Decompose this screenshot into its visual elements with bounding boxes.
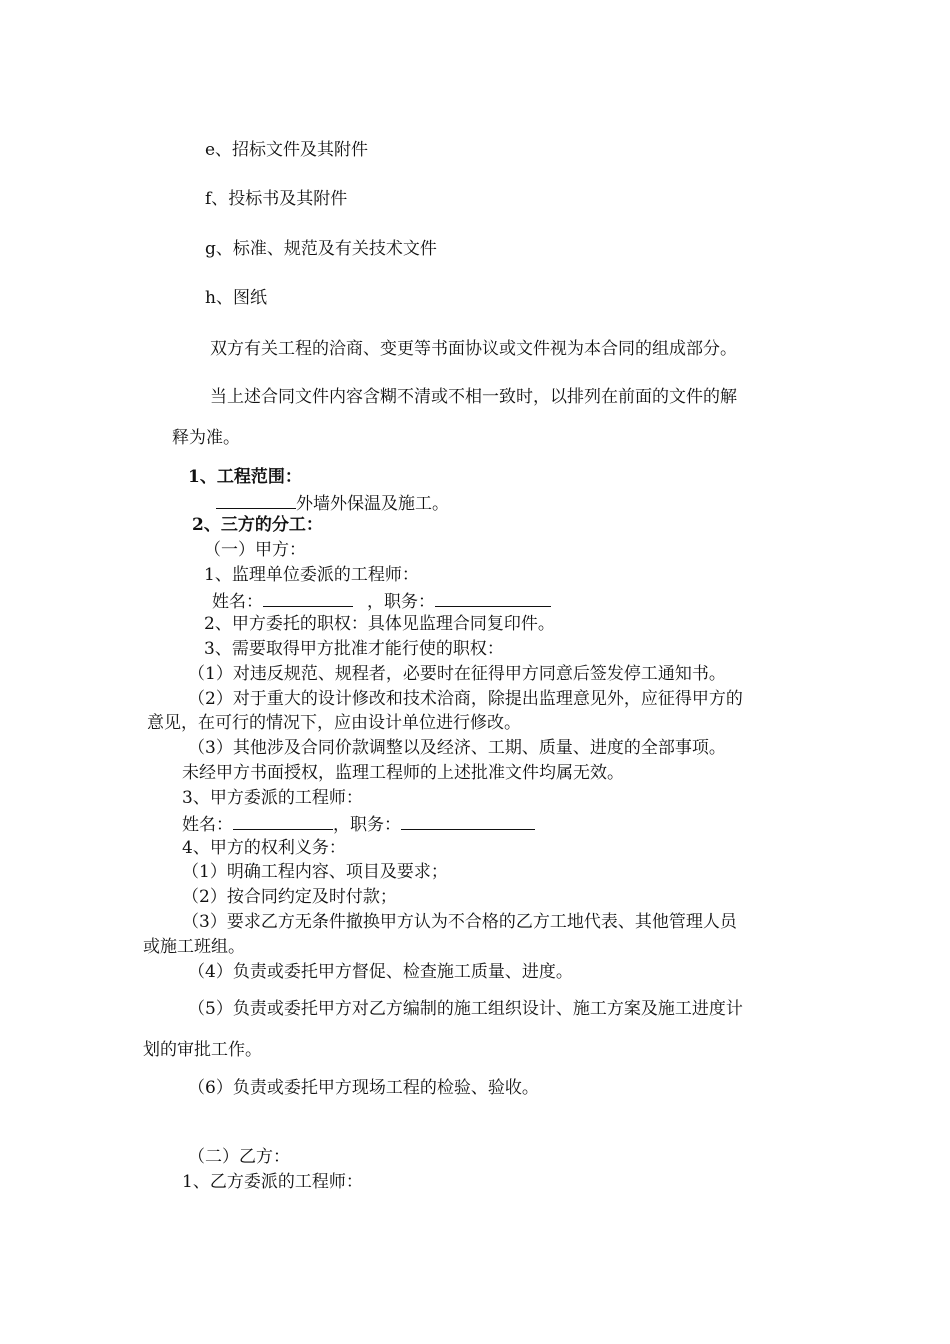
party-a-engineer-heading: 3、甲方委派的工程师： bbox=[182, 788, 363, 808]
position-label: ，职务： bbox=[367, 592, 435, 612]
section-heading-division: 2、三方的分工： bbox=[192, 515, 323, 535]
rights-item-3-cont: 或施工班组。 bbox=[143, 937, 245, 957]
position-blank bbox=[435, 588, 551, 607]
scope-text: 外墙外保温及施工。 bbox=[296, 494, 449, 514]
approval-item-3: （3）其他涉及合同价款调整以及经济、工期、质量、进度的全部事项。 bbox=[188, 738, 726, 758]
rights-item-5-cont: 划的审批工作。 bbox=[143, 1040, 262, 1060]
subheading-party-a: （一）甲方： bbox=[204, 540, 306, 560]
approval-item-2: （2）对于重大的设计修改和技术洽商，除提出监理意见外，应征得甲方的 bbox=[188, 689, 743, 709]
name-blank bbox=[233, 811, 333, 830]
paragraph-precedence: 当上述合同文件内容含糊不清或不相一致时，以排列在前面的文件的解 bbox=[210, 387, 737, 407]
name-label: 姓名： bbox=[212, 592, 263, 612]
rights-item-4: （4）负责或委托甲方督促、检查施工质量、进度。 bbox=[188, 962, 573, 982]
authority-line: 2、甲方委托的职权：具体见监理合同复印件。 bbox=[204, 614, 555, 634]
item-f: f、投标书及其附件 bbox=[205, 189, 348, 209]
scope-blank bbox=[216, 490, 296, 509]
item-h: h、图纸 bbox=[205, 288, 267, 308]
approval-item-1: （1）对违反规范、规程者，必要时在征得甲方同意后签发停工通知书。 bbox=[188, 664, 726, 684]
unauthorized-note: 未经甲方书面授权，监理工程师的上述批准文件均属无效。 bbox=[182, 763, 624, 783]
party-b-engineer-heading: 1、乙方委派的工程师： bbox=[182, 1172, 363, 1192]
rights-heading: 4、甲方的权利义务： bbox=[182, 838, 346, 858]
name-label: 姓名： bbox=[182, 815, 233, 835]
rights-item-5: （5）负责或委托甲方对乙方编制的施工组织设计、施工方案及施工进度计 bbox=[188, 999, 743, 1019]
rights-item-1: （1）明确工程内容、项目及要求； bbox=[182, 862, 448, 882]
rights-item-2: （2）按合同约定及时付款； bbox=[182, 887, 397, 907]
party-a-name-line bbox=[182, 811, 535, 837]
rights-item-6: （6）负责或委托甲方现场工程的检验、验收。 bbox=[188, 1078, 539, 1098]
name-blank bbox=[263, 588, 353, 607]
paragraph-precedence-cont: 释为准。 bbox=[172, 428, 240, 448]
item-e: e、招标文件及其附件 bbox=[205, 140, 369, 160]
section-heading-scope: 1、工程范围： bbox=[188, 467, 302, 487]
paragraph-amendments: 双方有关工程的洽商、变更等书面协议或文件视为本合同的组成部分。 bbox=[210, 339, 737, 359]
approval-heading: 3、需要取得甲方批准才能行使的职权： bbox=[204, 639, 504, 659]
position-blank bbox=[401, 811, 535, 830]
position-label: ，职务： bbox=[333, 815, 401, 835]
item-g: g、标准、规范及有关技术文件 bbox=[205, 239, 437, 259]
rights-item-3: （3）要求乙方无条件撤换甲方认为不合格的乙方工地代表、其他管理人员 bbox=[182, 912, 737, 932]
subheading-party-b: （二）乙方： bbox=[188, 1147, 290, 1167]
supervisor-name-line bbox=[212, 588, 551, 614]
supervisor-engineer-heading: 1、监理单位委派的工程师： bbox=[204, 565, 419, 585]
approval-item-2-cont: 意见，在可行的情况下，应由设计单位进行修改。 bbox=[147, 713, 521, 733]
